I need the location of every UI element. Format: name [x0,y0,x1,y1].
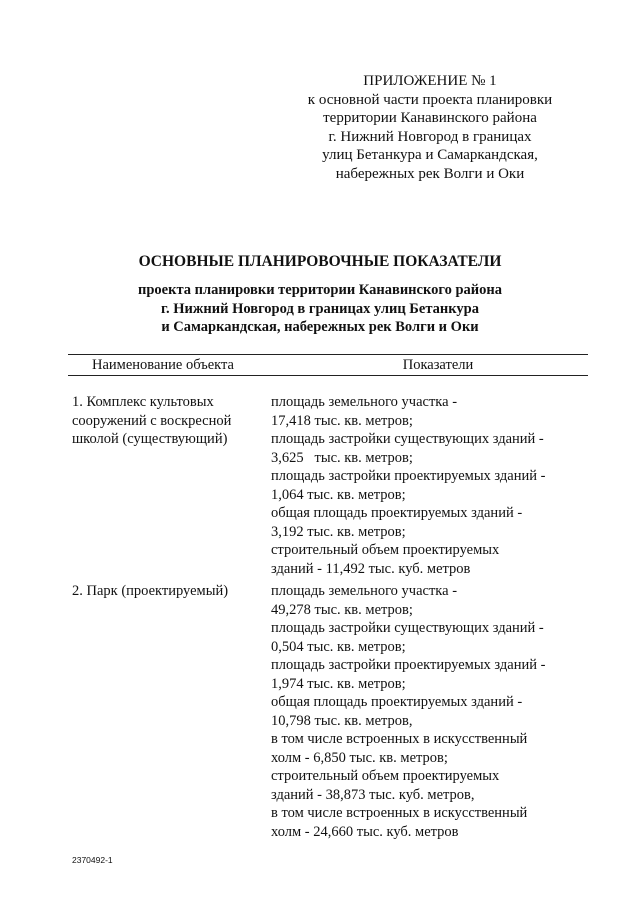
indicator-line: площадь застройки проектируемых зданий - [271,468,546,484]
document-title: ОСНОВНЫЕ ПЛАНИРОВОЧНЫЕ ПОКАЗАТЕЛИ [138,253,502,270]
table-header [68,354,588,376]
subtitle-line: и Самаркандская, набережных рек Волги и Оки [161,319,479,335]
indicator-line: зданий - 38,873 тыс. куб. метров, [271,786,475,803]
indicator-line: строительный объем проектируемых [271,768,500,784]
indicator-line: общая площадь проектируемых зданий - [271,505,523,521]
appendix-line: территории Канавинского района [323,110,537,126]
object-name-line: школой (существующий) [72,431,228,447]
indicator-line: площадь застройки проектируемых зданий - [271,657,546,673]
indicator-line: площадь застройки существующих зданий - [271,431,544,447]
header-object-name: Наименование объекта [92,357,234,373]
indicator-line: 10,798 тыс. кв. метров, [271,712,413,729]
object-name-cell [72,393,272,449]
subtitle-line: проекта планировки территории Канавинского района [137,282,502,298]
indicator-line: зданий - 11,492 тыс. куб. метров [271,560,471,577]
header-indicators: Показатели [402,357,474,373]
indicator-line: общая площадь проектируемых зданий - [271,694,523,710]
appendix-line: улиц Бетанкура и Самаркандская, [322,147,538,163]
indicator-line: строительный объем проектируемых [271,542,500,558]
indicator-line: в том числе встроенных в искусственный [271,805,528,821]
document-subtitle [0,281,640,337]
appendix-line: набережных рек Волги и Оки [335,165,525,182]
indicators-cell [271,582,601,841]
document-number: 2370492-1 [72,855,113,865]
object-name-line: 1. Комплекс культовых [72,394,214,410]
indicator-line: холм - 6,850 тыс. кв. метров; [271,749,448,766]
indicator-line: 3,192 тыс. кв. метров; [271,523,406,540]
indicator-line: в том числе встроенных в искусственный [271,731,528,747]
object-name-line: 2. Парк (проектируемый) [72,583,229,599]
indicator-line: площадь застройки существующих зданий - [271,620,544,636]
indicator-line: 49,278 тыс. кв. метров; [271,601,413,618]
subtitle-line: г. Нижний Новгород в границах улиц Бетанкура [161,300,479,317]
indicator-line: площадь земельного участка - [271,394,458,410]
indicator-line: площадь земельного участка - [271,583,458,599]
indicator-line: 17,418 тыс. кв. метров; [271,412,413,429]
object-name-line: сооружений с воскресной [72,412,232,429]
indicator-line: холм - 24,660 тыс. куб. метров [271,823,459,840]
indicator-line: 3,625 тыс. кв. метров; [271,449,413,466]
indicator-line: 1,974 тыс. кв. метров; [271,675,406,692]
object-name-cell [72,582,272,601]
indicators-cell [271,393,601,578]
indicator-line: 0,504 тыс. кв. метров; [271,638,406,655]
indicator-line: 1,064 тыс. кв. метров; [271,486,406,503]
appendix-line: ПРИЛОЖЕНИЕ № 1 [363,73,497,89]
appendix-line: к основной части проекта планировки [307,91,553,108]
appendix-line: г. Нижний Новгород в границах [328,128,532,145]
appendix-block [280,72,580,183]
